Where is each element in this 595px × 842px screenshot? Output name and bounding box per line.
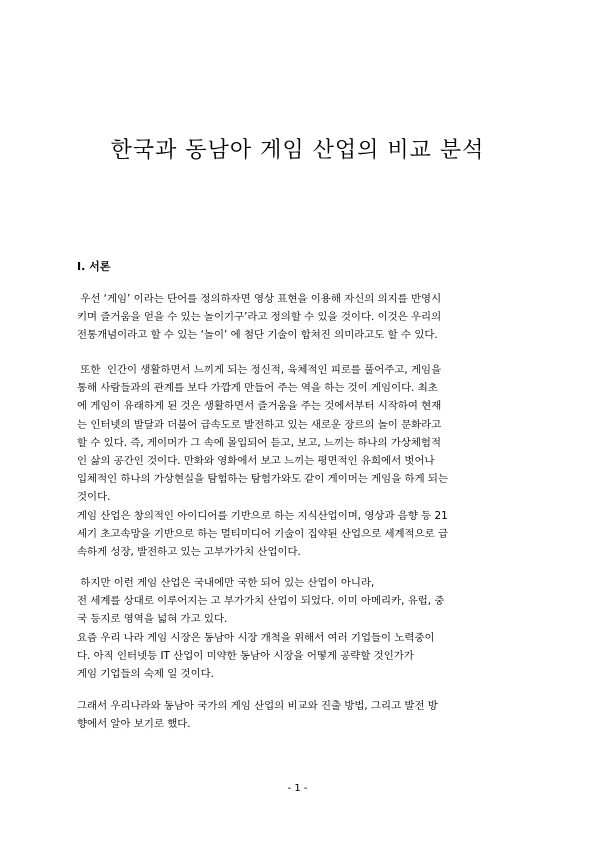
text-line: 국 등지로 영역을 넓혀 가고 있다. [77, 613, 228, 626]
text-line: 속하게 성장, 발전하고 있는 고부가가치 산업이다. [77, 546, 301, 559]
text-line: 는 인터넷의 발달과 더불어 급속도로 발전하고 있는 새로운 장르의 놀이 문화라고 [77, 418, 442, 431]
text-line: 전통개념이라고 할 수 있는 ‘놀이’ 에 첨단 기술이 합쳐진 의미라고도 할 수 있다. [77, 329, 438, 342]
text-line: 입체적인 하나의 가상현실을 탐험하는 탐험가와도 같이 게이머는 게임을 하게 되는 [77, 473, 448, 486]
text-line: 에 게임이 유래하게 된 것은 생활하면서 즐거움을 주는 것에서부터 시작하여 현재 [77, 400, 442, 413]
text-line: 것이다. [77, 491, 111, 504]
text-line: 하지만 이런 게임 산업은 국내에만 국한 되어 있는 산업이 아니라, [77, 577, 375, 589]
paragraph-2 [77, 361, 517, 561]
text-line: 인 삶의 공간인 것이다. 만화와 영화에서 보고 느끼는 평면적인 유희에서 벗어나 [77, 455, 435, 468]
paragraph-3 [77, 574, 517, 683]
text-line: 게임 산업은 창의적인 아이디어를 기반으로 하는 지식산업이며, 영상과 음향 등 21 [77, 509, 448, 522]
text-line: 다. 아직 인터넷등 IT 산업이 미약한 동남아 시장을 어떻게 공략할 것인가가 [77, 649, 414, 662]
text-line: 향에서 알아 보기로 했다. [77, 718, 191, 731]
text-line: 요즘 우리 나라 게임 시장은 동남아 시장 개척을 위해서 여러 기업들이 노력중이 [77, 631, 435, 644]
text-line: 세기 초고속망을 기반으로 하는 멀티미디어 기술이 집약된 산업으로 세계적으로 급 [77, 527, 448, 540]
text-line: 할 수 있다. 즉, 게이머가 그 속에 몰입되어 듣고, 보고, 느끼는 하나의 가상체험적 [77, 436, 442, 449]
section-heading: Ⅰ. 서론 [77, 260, 111, 273]
page-number: - 1 - [287, 783, 308, 794]
text-line: 키며 즐거움을 얻을 수 있는 놀이기구’라고 정의할 수 있을 것이다. 이것은 우리의 [77, 311, 442, 324]
text-line: 그래서 우리나라와 동남아 국가의 게임 산업의 비교와 진출 방법, 그리고 발전 방 [77, 700, 438, 712]
paragraph-1 [77, 290, 517, 345]
text-line: 게임 기업들의 숙제 일 것이다. [77, 668, 214, 681]
document-title: 한국과 동남아 게임 산업의 비교 분석 [110, 138, 485, 163]
text-line: 전 세계를 상대로 이루어지는 고 부가가치 산업이 되었다. 이미 아메리카, 유럽, 중 [77, 595, 445, 608]
text-line: 통해 사람들과의 관계를 보다 가깝게 만들어 주는 역을 하는 것이 게임이다. 최초 [77, 382, 438, 395]
text-line: 또한 인간이 생활하면서 느끼게 되는 정신적, 육체적인 피로를 풀어주고, 게임을 [77, 364, 442, 376]
text-line: 우선 ‘게임’ 이라는 단어를 정의하자면 영상 표현을 이용해 자신의 의지를 반영시 [77, 293, 442, 305]
paragraph-4 [77, 697, 517, 733]
